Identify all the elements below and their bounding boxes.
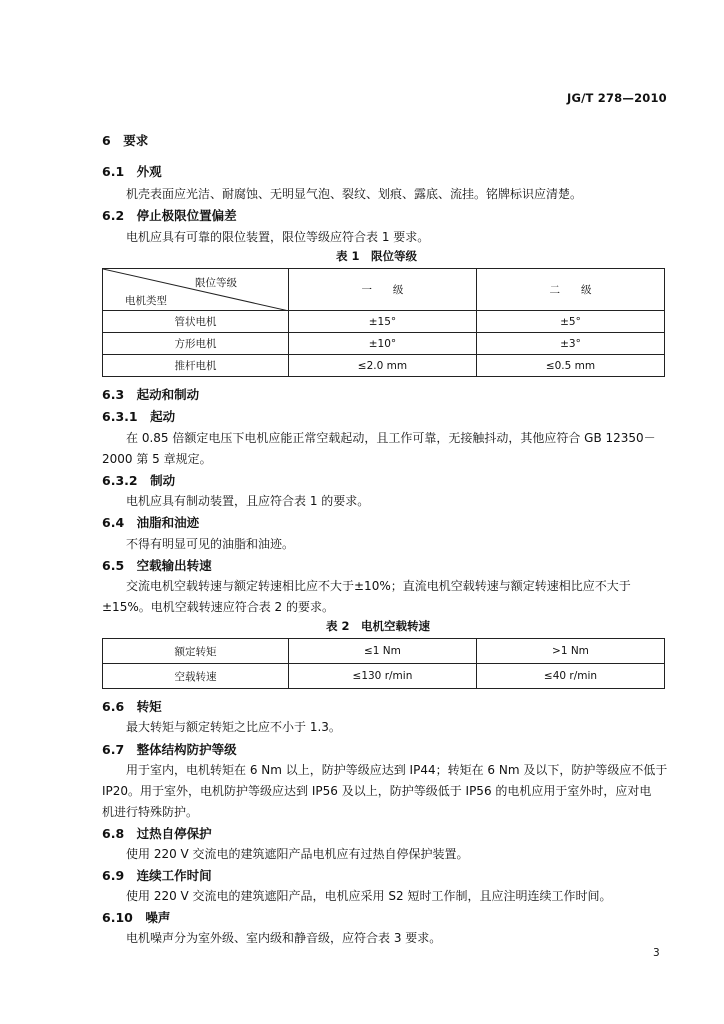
table-1-cell-type: 推杆电机 [103, 355, 289, 377]
section-6-5-text-line-2: ±15%。电机空载转速应符合表 2 的要求。 [102, 600, 334, 614]
section-6-5-heading: 6.5 空载输出转速 [102, 558, 212, 573]
table-1-cell-grade-1: ≤2.0 mm [288, 355, 476, 377]
section-6-9-heading: 6.9 连续工作时间 [102, 868, 212, 883]
section-6-2-text: 电机应具有可靠的限位装置，限位等级应符合表 1 要求。 [126, 230, 430, 244]
section-6-3-1-heading: 6.3.1 起动 [102, 409, 176, 424]
section-6-2-heading: 6.2 停止极限位置偏差 [102, 208, 237, 223]
section-6-5-text-line-1: 交流电机空载转速与额定转速相比应不大于±10%；直流电机空载转速与额定转速相比应不大于 [126, 579, 631, 593]
table-1-cell-type: 方形电机 [103, 333, 289, 355]
table-1-cell-type: 管状电机 [103, 311, 289, 333]
section-6-9-text: 使用 220 V 交流电的建筑遮阳产品，电机应采用 S2 短时工作制，且应注明连续工作时间。 [126, 889, 612, 903]
table-2-caption: 表 2 电机空载转速 [326, 619, 431, 633]
section-6-1-heading: 6.1 外观 [102, 164, 162, 179]
page-number: 3 [653, 947, 660, 959]
table-1 [102, 268, 665, 377]
corner-label-motor-type: 电机类型 [125, 295, 167, 307]
section-6-4-heading: 6.4 油脂和油迹 [102, 515, 200, 530]
document-code-header: JG/T 278—2010 [567, 91, 667, 105]
table-1-header-grade-1: 一 级 [288, 269, 476, 311]
section-6-7-text-line-1: 用于室内，电机转矩在 6 Nm 以上，防护等级应达到 IP44；转矩在 6 Nm 及以下，防护等级应不低于 [126, 763, 668, 777]
table-1-corner-cell [103, 269, 289, 311]
table-2-cell: ≤1 Nm [288, 639, 476, 664]
table-2-label-no-load-speed: 空载转速 [103, 664, 289, 689]
table-1-cell-grade-2: ±3° [476, 333, 664, 355]
section-6-1-text: 机壳表面应光洁、耐腐蚀、无明显气泡、裂纹、划痕、露底、流挂。铭牌标识应清楚。 [126, 187, 583, 201]
section-6-3-2-text: 电机应具有制动装置，且应符合表 1 的要求。 [126, 494, 370, 508]
section-6-8-text: 使用 220 V 交流电的建筑遮阳产品电机应有过热自停保护装置。 [126, 847, 469, 861]
table-1-header-grade-2: 二 级 [476, 269, 664, 311]
section-6-3-2-heading: 6.3.2 制动 [102, 473, 176, 488]
table-2-label-rated-torque: 额定转矩 [103, 639, 289, 664]
table-1-cell-grade-1: ±15° [288, 311, 476, 333]
section-6-3-1-text-line-2: 2000 第 5 章规定。 [102, 452, 212, 466]
section-6-10-heading: 6.10 噪声 [102, 910, 171, 925]
section-6-4-text: 不得有明显可见的油脂和油迹。 [126, 537, 295, 551]
corner-label-grade: 限位等级 [195, 277, 237, 289]
section-6-10-text: 电机噪声分为室外级、室内级和静音级，应符合表 3 要求。 [126, 931, 442, 945]
table-2 [102, 638, 665, 689]
table-2-cell: >1 Nm [476, 639, 664, 664]
table-2-cell: ≤40 r/min [476, 664, 664, 689]
section-6-6-heading: 6.6 转矩 [102, 699, 162, 714]
table-1-cell-grade-2: ±5° [476, 311, 664, 333]
section-6-6-text: 最大转矩与额定转矩之比应不小于 1.3。 [126, 720, 341, 734]
table-1-cell-grade-2: ≤0.5 mm [476, 355, 664, 377]
section-6-7-heading: 6.7 整体结构防护等级 [102, 742, 237, 757]
section-6-7-text-line-2: IP20。用于室外，电机防护等级应达到 IP56 及以上，防护等级低于 IP56 的电机应用于室外时，应对电 [102, 784, 652, 798]
table-1-caption: 表 1 限位等级 [336, 249, 418, 263]
table-2-cell: ≤130 r/min [288, 664, 476, 689]
section-6-3-1-text-line-1: 在 0.85 倍额定电压下电机应能正常空载起动，且工作可靠，无接触抖动，其他应符合 GB 12350－ [126, 431, 656, 445]
section-6-3-heading: 6.3 起动和制动 [102, 387, 200, 402]
section-6-8-heading: 6.8 过热自停保护 [102, 826, 212, 841]
table-1-cell-grade-1: ±10° [288, 333, 476, 355]
section-6-heading: 6 要求 [102, 133, 149, 148]
section-6-7-text-line-3: 机进行特殊防护。 [102, 805, 199, 819]
